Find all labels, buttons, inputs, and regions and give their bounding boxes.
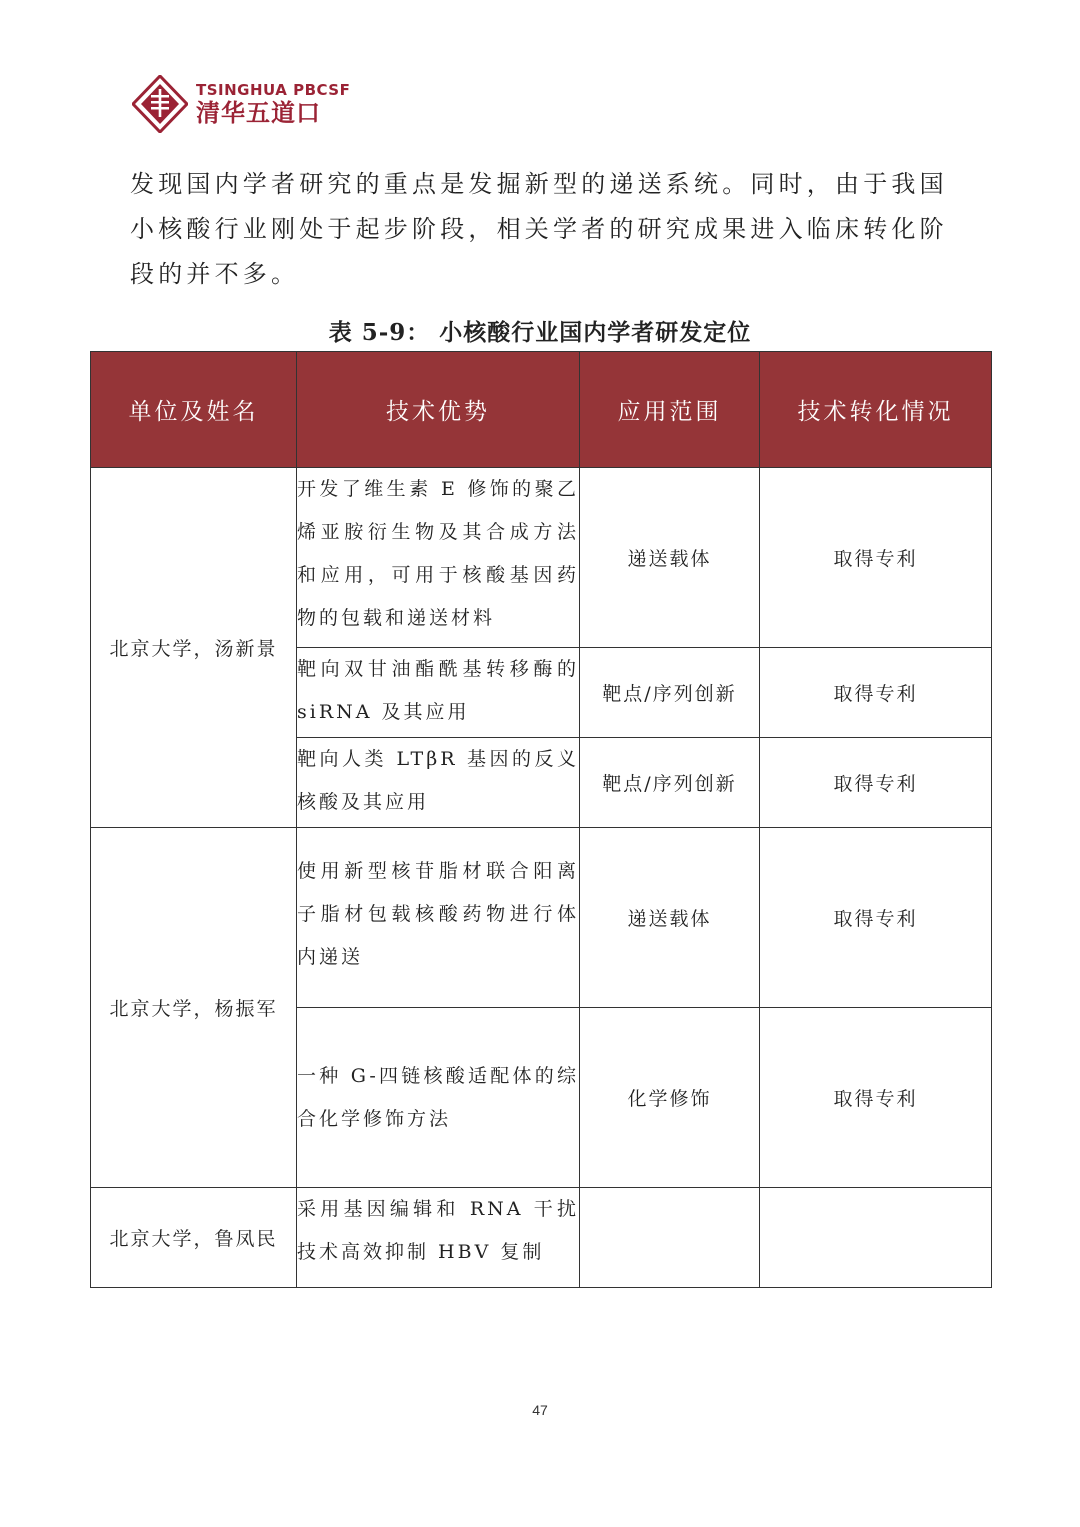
application-cell: 化学修饰 xyxy=(580,1008,760,1188)
body-line: 发现国内学者研究的重点是发掘新型的递送系统。同时，由于我国 xyxy=(130,170,948,198)
table-caption: 表 5-9： 小核酸行业国内学者研发定位 xyxy=(328,319,752,346)
column-header-unit: 单位及姓名 xyxy=(91,352,297,468)
body-line: 小核酸行业刚处于起步阶段，相关学者的研究成果进入临床转化阶 xyxy=(130,215,948,243)
tech-cell: 使用新型核苷脂材联合阳离子脂材包载核酸药物进行体内递送 xyxy=(297,828,580,1008)
researcher-table xyxy=(90,351,992,1288)
conversion-cell: 取得专利 xyxy=(760,468,992,648)
table-row xyxy=(91,468,992,648)
conversion-cell: 取得专利 xyxy=(760,1008,992,1188)
application-cell: 靶点/序列创新 xyxy=(580,648,760,738)
page-number: 47 xyxy=(532,1402,548,1418)
column-header-tech: 技术优势 xyxy=(297,352,580,468)
conversion-cell: 取得专利 xyxy=(760,828,992,1008)
unit-cell: 北京大学，杨振军 xyxy=(91,828,297,1188)
tsinghua-logo-icon xyxy=(132,75,188,133)
application-cell xyxy=(580,1188,760,1288)
conversion-cell: 取得专利 xyxy=(760,648,992,738)
tech-cell: 开发了维生素 E 修饰的聚乙烯亚胺衍生物及其合成方法和应用，可用于核酸基因药物的包载和递送材料 xyxy=(297,468,580,648)
tech-cell: 采用基因编辑和 RNA 干扰技术高效抑制 HBV 复制 xyxy=(297,1188,580,1288)
tech-cell: 靶向人类 LTβR 基因的反义核酸及其应用 xyxy=(297,738,580,828)
unit-cell: 北京大学，鲁凤民 xyxy=(91,1188,297,1288)
table-header-row xyxy=(91,352,992,468)
tech-cell: 一种 G-四链核酸适配体的综合化学修饰方法 xyxy=(297,1008,580,1188)
logo-english-text: TSINGHUA PBCSF xyxy=(196,81,351,99)
column-header-application: 应用范围 xyxy=(580,352,760,468)
conversion-cell xyxy=(760,1188,992,1288)
logo-chinese-text: 清华五道口 xyxy=(196,99,321,127)
unit-cell: 北京大学，汤新景 xyxy=(91,468,297,828)
application-cell: 递送载体 xyxy=(580,468,760,648)
table-row xyxy=(91,828,992,1008)
body-line: 段的并不多。 xyxy=(130,260,300,288)
logo xyxy=(132,74,350,134)
conversion-cell: 取得专利 xyxy=(760,738,992,828)
application-cell: 递送载体 xyxy=(580,828,760,1008)
table-row xyxy=(91,1188,992,1288)
application-cell: 靶点/序列创新 xyxy=(580,738,760,828)
body-paragraph xyxy=(130,162,948,297)
column-header-conversion: 技术转化情况 xyxy=(760,352,992,468)
tech-cell: 靶向双甘油酯酰基转移酶的 siRNA 及其应用 xyxy=(297,648,580,738)
